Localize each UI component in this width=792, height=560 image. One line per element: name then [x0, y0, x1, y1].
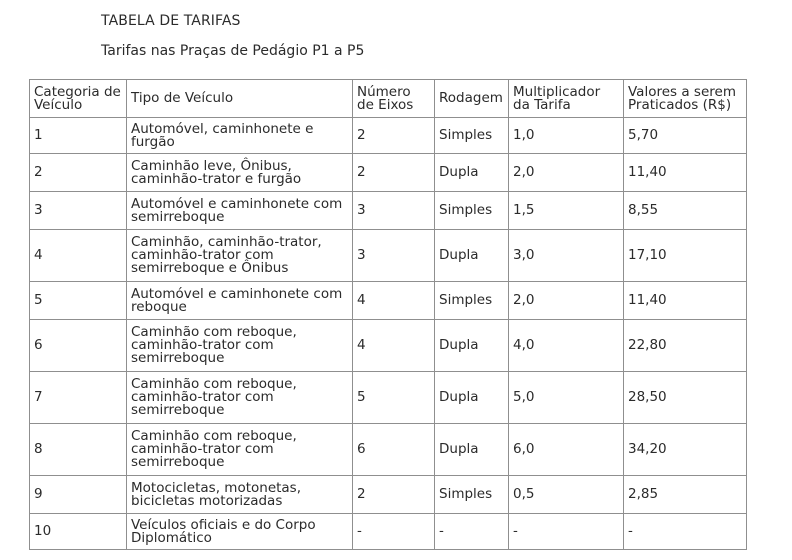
cell-multiplicador: 2,0 [509, 282, 624, 320]
cell-tipo: Automóvel, caminhonete e furgão [127, 118, 353, 154]
cell-multiplicador: 2,0 [509, 154, 624, 192]
document-title: TABELA DE TARIFAS [101, 13, 241, 29]
cell-multiplicador: - [509, 514, 624, 550]
cell-rodagem: Simples [435, 192, 509, 230]
header-tipo: Tipo de Veículo [127, 80, 353, 118]
cell-rodagem: Dupla [435, 372, 509, 424]
table-row [30, 372, 747, 424]
header-categoria: Categoria de Veículo [30, 80, 127, 118]
cell-multiplicador: 6,0 [509, 424, 624, 476]
cell-rodagem: Dupla [435, 320, 509, 372]
header-eixos: Número de Eixos [353, 80, 435, 118]
table-row [30, 230, 747, 282]
cell-valor: 11,40 [624, 282, 747, 320]
cell-multiplicador: 3,0 [509, 230, 624, 282]
table-row [30, 514, 747, 550]
document-subtitle: Tarifas nas Praças de Pedágio P1 a P5 [101, 43, 365, 59]
cell-categoria: 1 [30, 118, 127, 154]
table-row [30, 424, 747, 476]
cell-valor: 17,10 [624, 230, 747, 282]
cell-categoria: 3 [30, 192, 127, 230]
cell-multiplicador: 1,0 [509, 118, 624, 154]
cell-valor: 22,80 [624, 320, 747, 372]
cell-valor: - [624, 514, 747, 550]
cell-eixos: 4 [353, 282, 435, 320]
cell-eixos: 6 [353, 424, 435, 476]
cell-rodagem: Simples [435, 282, 509, 320]
table-row [30, 192, 747, 230]
cell-rodagem: Simples [435, 118, 509, 154]
table-header-row [30, 80, 747, 118]
cell-categoria: 8 [30, 424, 127, 476]
cell-tipo: Caminhão com reboque, caminhão-trator com semirreboque [127, 372, 353, 424]
cell-valor: 11,40 [624, 154, 747, 192]
cell-tipo: Automóvel e caminhonete com reboque [127, 282, 353, 320]
cell-eixos: 2 [353, 476, 435, 514]
cell-valor: 28,50 [624, 372, 747, 424]
header-valor: Valores a serem Praticados (R$) [624, 80, 747, 118]
cell-categoria: 5 [30, 282, 127, 320]
cell-eixos: 3 [353, 192, 435, 230]
cell-rodagem: Simples [435, 476, 509, 514]
cell-categoria: 7 [30, 372, 127, 424]
cell-eixos: 2 [353, 154, 435, 192]
cell-multiplicador: 1,5 [509, 192, 624, 230]
header-rodagem: Rodagem [435, 80, 509, 118]
cell-multiplicador: 4,0 [509, 320, 624, 372]
cell-tipo: Motocicletas, motonetas, bicicletas motorizadas [127, 476, 353, 514]
cell-rodagem: Dupla [435, 424, 509, 476]
cell-rodagem: - [435, 514, 509, 550]
cell-eixos: - [353, 514, 435, 550]
cell-tipo: Caminhão, caminhão-trator, caminhão-trator com semirreboque e Ônibus [127, 230, 353, 282]
cell-eixos: 4 [353, 320, 435, 372]
cell-tipo: Veículos oficiais e do Corpo Diplomático [127, 514, 353, 550]
cell-categoria: 10 [30, 514, 127, 550]
cell-multiplicador: 0,5 [509, 476, 624, 514]
cell-valor: 8,55 [624, 192, 747, 230]
cell-tipo: Automóvel e caminhonete com semirreboque [127, 192, 353, 230]
cell-categoria: 9 [30, 476, 127, 514]
cell-tipo: Caminhão com reboque, caminhão-trator com semirreboque [127, 320, 353, 372]
header-multiplicador: Multiplicador da Tarifa [509, 80, 624, 118]
cell-categoria: 4 [30, 230, 127, 282]
table-row [30, 118, 747, 154]
cell-eixos: 3 [353, 230, 435, 282]
cell-rodagem: Dupla [435, 230, 509, 282]
table-row [30, 282, 747, 320]
cell-eixos: 5 [353, 372, 435, 424]
cell-eixos: 2 [353, 118, 435, 154]
table-row [30, 154, 747, 192]
cell-valor: 5,70 [624, 118, 747, 154]
cell-valor: 34,20 [624, 424, 747, 476]
cell-categoria: 2 [30, 154, 127, 192]
table-row [30, 476, 747, 514]
cell-rodagem: Dupla [435, 154, 509, 192]
cell-tipo: Caminhão leve, Ônibus, caminhão-trator e furgão [127, 154, 353, 192]
tariff-table [29, 79, 747, 550]
cell-tipo: Caminhão com reboque, caminhão-trator com semirreboque [127, 424, 353, 476]
cell-categoria: 6 [30, 320, 127, 372]
table-row [30, 320, 747, 372]
cell-multiplicador: 5,0 [509, 372, 624, 424]
cell-valor: 2,85 [624, 476, 747, 514]
